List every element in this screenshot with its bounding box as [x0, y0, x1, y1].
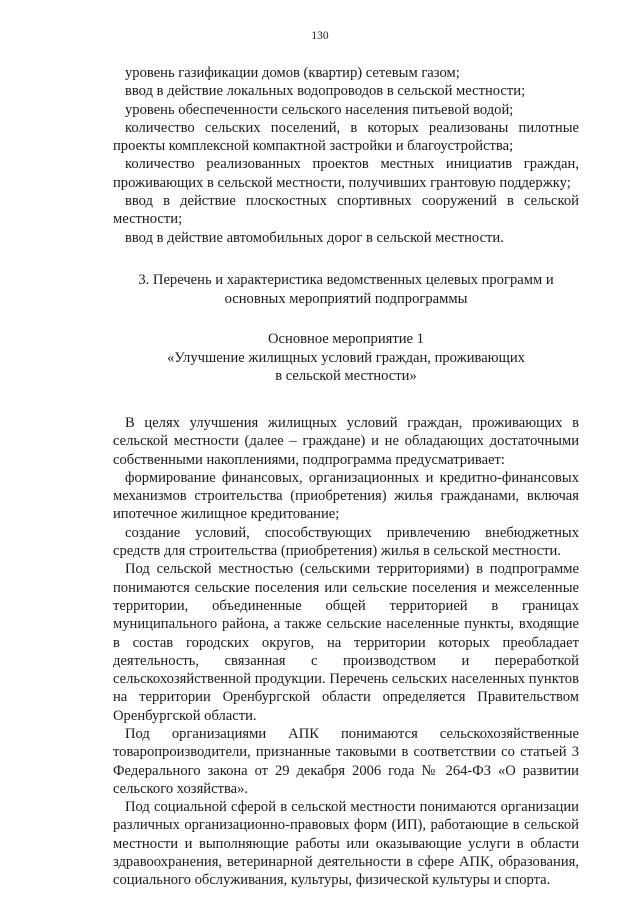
section-heading-line: основных мероприятий подпрограммы — [224, 290, 468, 307]
indicator-item: ввод в действие локальных водопроводов в сельской местности; — [125, 83, 526, 100]
indicator-item: уровень газификации домов (квартир) сетевым газом; — [125, 65, 460, 81]
body-text — [113, 414, 579, 890]
indicator-item: количество сельских поселений, в которых реализованы пилотные проекты комплексной компактной застройки и благоустройства; — [113, 119, 579, 155]
indicator-item: уровень обеспеченности сельского населения питьевой водой; — [125, 101, 514, 118]
sub-heading-line: в сельской местности» — [275, 368, 417, 385]
indicator-item: ввод в действие плоскостных спортивных сооружений в сельской местности; — [113, 193, 579, 228]
body-paragraph: Под социальной сферой в сельской местности понимаются организации различных организационно-правовых форм (ИП), работающие в сельской местности и выполняющие работы или оказывающие услуги в области здравоохранения, ветеринарной деятельности в сфере АПК, образования, социального обслуживания, культуры, физической культуры и спорта. — [113, 799, 579, 889]
body-paragraph: Под сельской местностью (сельскими территориями) в подпрограмме понимаются сельские поселения или сельские поселения и межселенные территории, объединенные общей территорией в границах муниципального района, а также сельские населенные пункты, входящие в состав городских округов, на территории которых преобладает деятельность, связанная с производством и переработкой сельскохозяйственной продукции. Перечень сельских населенных пунктов на территории Оренбургской области определяется Правительством Оренбургской области. — [113, 561, 579, 724]
indicator-list — [113, 64, 579, 247]
page-number: 130 — [311, 30, 329, 42]
indicator-item: ввод в действие автомобильных дорог в сельской местности. — [125, 229, 504, 246]
body-paragraph: В целях улучшения жилищных условий граждан, проживающих в сельской местности (далее – граждане) и не обладающих достаточными собственными накоплениями, подпрограмма предусматривает: — [113, 414, 579, 468]
body-paragraph: Под организациями АПК понимаются сельскохозяйственные товаропроизводители, признанные таковыми в соответствии со статьей 3 Федерального закона от 29 декабря 2006 года № 264-ФЗ «О развитии сельского хозяйства». — [113, 725, 579, 797]
sub-heading-line: Основное мероприятие 1 — [268, 331, 424, 348]
indicator-item: количество реализованных проектов местных инициатив граждан, проживающих в сельской местности, получивших грантовую поддержку; — [113, 156, 579, 191]
body-paragraph: создание условий, способствующих привлечению внебюджетных средств для строительства (приобретения) жилья в сельской местности. — [113, 524, 579, 560]
sub-heading-line: «Улучшение жилищных условий граждан, проживающих — [167, 349, 525, 366]
section-heading — [113, 271, 579, 308]
section-heading-line: 3. Перечень и характеристика ведомственных целевых программ и — [138, 271, 554, 288]
page-content — [113, 64, 579, 890]
sub-heading — [113, 330, 579, 386]
body-paragraph: формирование финансовых, организационных и кредитно-финансовых механизмов строительства (приобретения) жилья гражданами, включая ипотечное жилищное кредитование; — [113, 469, 579, 523]
